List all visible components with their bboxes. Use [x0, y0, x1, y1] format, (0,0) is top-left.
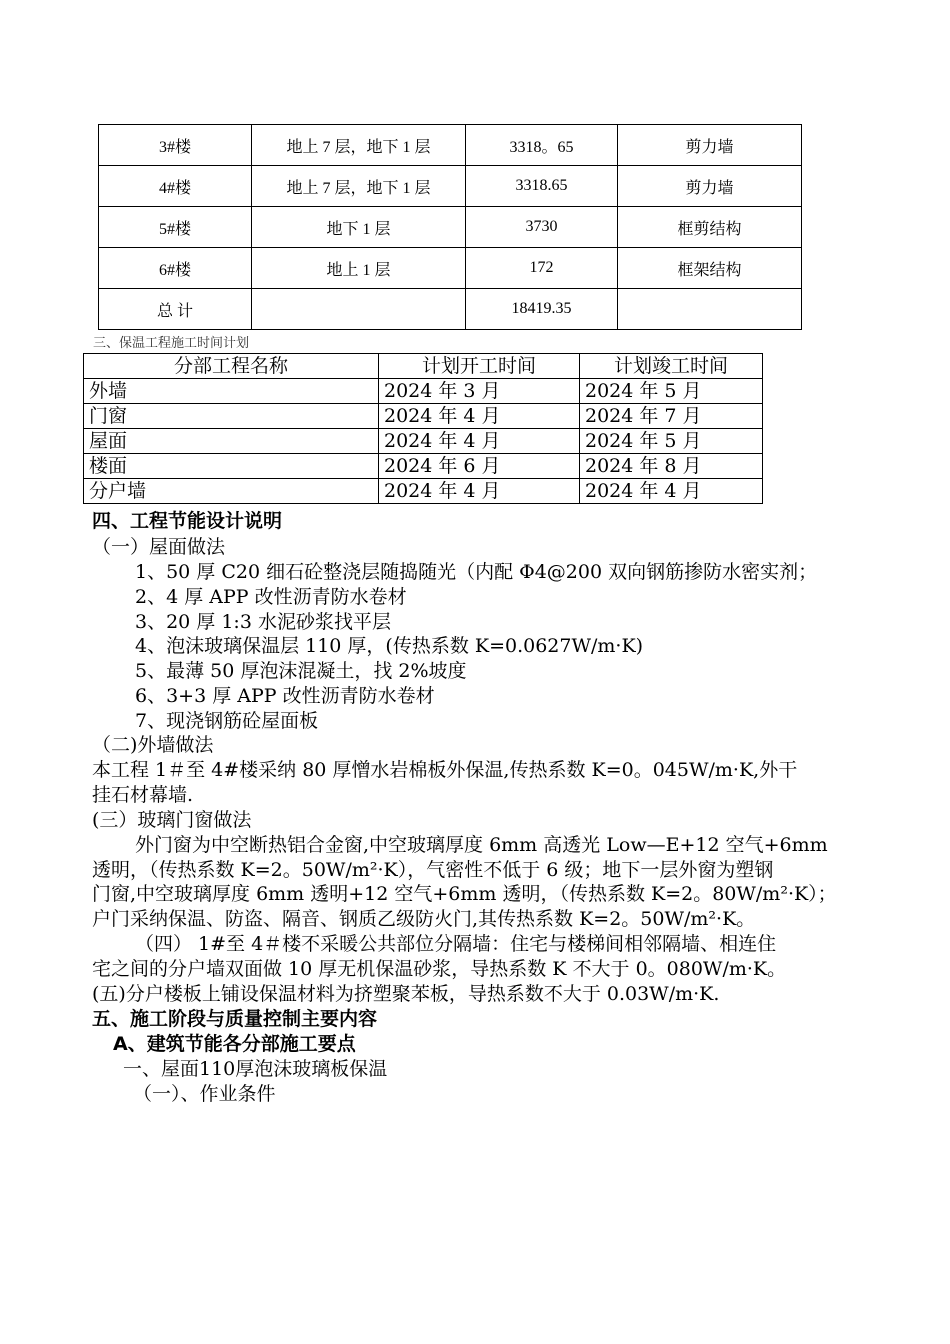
table-cell: 地下 1 层: [252, 207, 466, 248]
table-row: [99, 248, 802, 289]
subheading: （一）、作业条件: [133, 1083, 276, 1105]
schedule-cell: 2024 年 8 月: [580, 454, 763, 479]
table-cell: 3318。65: [466, 125, 618, 166]
schedule-header: 分部工程名称: [84, 354, 379, 379]
schedule-cell: 2024 年 6 月: [379, 454, 580, 479]
table-row: [99, 289, 802, 330]
subheading: 一、屋面110厚泡沫玻璃板保温: [123, 1058, 388, 1080]
schedule-header-row: [84, 354, 763, 379]
wall-title: （二)外墙做法: [92, 734, 214, 756]
roof-item: 4、泡沫玻璃保温层 110 厚，(传热系数 K=0.0627W/m·K): [135, 635, 644, 657]
table-cell: 总 计: [99, 289, 252, 330]
schedule-cell: 2024 年 5 月: [580, 429, 763, 454]
schedule-table: [83, 353, 763, 504]
schedule-cell: 门窗: [84, 404, 379, 429]
table-cell: 6#楼: [99, 248, 252, 289]
building-area-table: [98, 124, 802, 330]
table-cell: 框架结构: [618, 248, 802, 289]
table-cell: 4#楼: [99, 166, 252, 207]
schedule-cell: 2024 年 3 月: [379, 379, 580, 404]
table-cell: 地上 1 层: [252, 248, 466, 289]
table-row: [99, 166, 802, 207]
schedule-header: 计划竣工时间: [580, 354, 763, 379]
partition-paragraph: （四） 1#至 4＃楼不采暖公共部位分隔墙：住宅与楼梯间相邻隔墙、相连住: [135, 933, 777, 955]
roof-title: （一）屋面做法: [92, 536, 226, 558]
schedule-cell: 分户墙: [84, 479, 379, 504]
schedule-cell: 2024 年 4 月: [580, 479, 763, 504]
table-cell: 18419.35: [466, 289, 618, 330]
window-paragraph: 外门窗为中空断热铝合金窗,中空玻璃厚度 6mm 高透光 Low—E+12 空气+6mm: [135, 834, 828, 856]
schedule-cell: 楼面: [84, 454, 379, 479]
schedule-cell: 2024 年 4 月: [379, 404, 580, 429]
roof-item: 1、50 厚 C20 细石砼整浇层随捣随光（内配 Φ4@200 双向钢筋掺防水密实剂；: [135, 561, 818, 583]
table-cell: 地上 7 层，地下 1 层: [252, 166, 466, 207]
table-cell: [252, 289, 466, 330]
schedule-row: [84, 479, 763, 504]
schedule-row: [84, 379, 763, 404]
wall-paragraph: 挂石材幕墙.: [92, 784, 194, 806]
schedule-cell: 2024 年 4 月: [379, 479, 580, 504]
table-cell: 3730: [466, 207, 618, 248]
window-paragraph: 门窗,中空玻璃厚度 6mm 透明+12 空气+6mm 透明，（传热系数 K=2。80W/m²·K）；: [92, 883, 837, 905]
roof-item: 2、4 厚 APP 改性沥青防水卷材: [135, 586, 407, 608]
table-cell: 地上 7 层，地下 1 层: [252, 125, 466, 166]
table-cell: 框剪结构: [618, 207, 802, 248]
schedule-cell: 2024 年 5 月: [580, 379, 763, 404]
partition-paragraph: 宅之间的分户墙双面做 10 厚无机保温砂浆，导热系数 K 不大于 0。080W/m·K。: [92, 958, 787, 980]
schedule-row: [84, 404, 763, 429]
window-paragraph: 透明，（传热系数 K=2。50W/m²·K），气密性不低于 6 级；地下一层外窗为塑钢: [92, 859, 774, 881]
table-row: [99, 207, 802, 248]
window-title: (三）玻璃门窗做法: [92, 809, 252, 831]
window-paragraph: 户门采纳保温、防盗、隔音、钢质乙级防火门,其传热系数 K=2。50W/m²·K。: [92, 908, 756, 930]
schedule-row: [84, 429, 763, 454]
schedule-cell: 2024 年 7 月: [580, 404, 763, 429]
schedule-row: [84, 454, 763, 479]
roof-item: 5、最薄 50 厚泡沫混凝土，找 2%坡度: [135, 660, 467, 682]
table-cell: 3#楼: [99, 125, 252, 166]
table-cell: [618, 289, 802, 330]
table-row: [99, 125, 802, 166]
table-cell: 3318.65: [466, 166, 618, 207]
floor-slab-paragraph: (五)分户楼板上铺设保温材料为挤塑聚苯板，导热系数不大于 0.03W/m·K.: [92, 983, 720, 1005]
section-5-title: 五、施工阶段与质量控制主要内容: [92, 1008, 378, 1030]
schedule-caption: 三、保温工程施工时间计划: [93, 336, 250, 351]
roof-item: 6、3+3 厚 APP 改性沥青防水卷材: [135, 685, 435, 707]
table-cell: 172: [466, 248, 618, 289]
schedule-cell: 屋面: [84, 429, 379, 454]
table-cell: 5#楼: [99, 207, 252, 248]
section-4-title: 四、工程节能设计说明: [92, 510, 283, 532]
wall-paragraph: 本工程 1＃至 4#楼采纳 80 厚憎水岩棉板外保温,传热系数 K=0。045W/m·K,外干: [92, 759, 798, 781]
roof-item: 3、20 厚 1:3 水泥砂浆找平层: [135, 611, 391, 633]
schedule-cell: 2024 年 4 月: [379, 429, 580, 454]
table-cell: 剪力墙: [618, 166, 802, 207]
roof-item: 7、现浇钢筋砼屋面板: [135, 710, 319, 732]
table-cell: 剪力墙: [618, 125, 802, 166]
subsection-a-title: A、建筑节能各分部施工要点: [113, 1033, 356, 1055]
schedule-cell: 外墙: [84, 379, 379, 404]
schedule-header: 计划开工时间: [379, 354, 580, 379]
